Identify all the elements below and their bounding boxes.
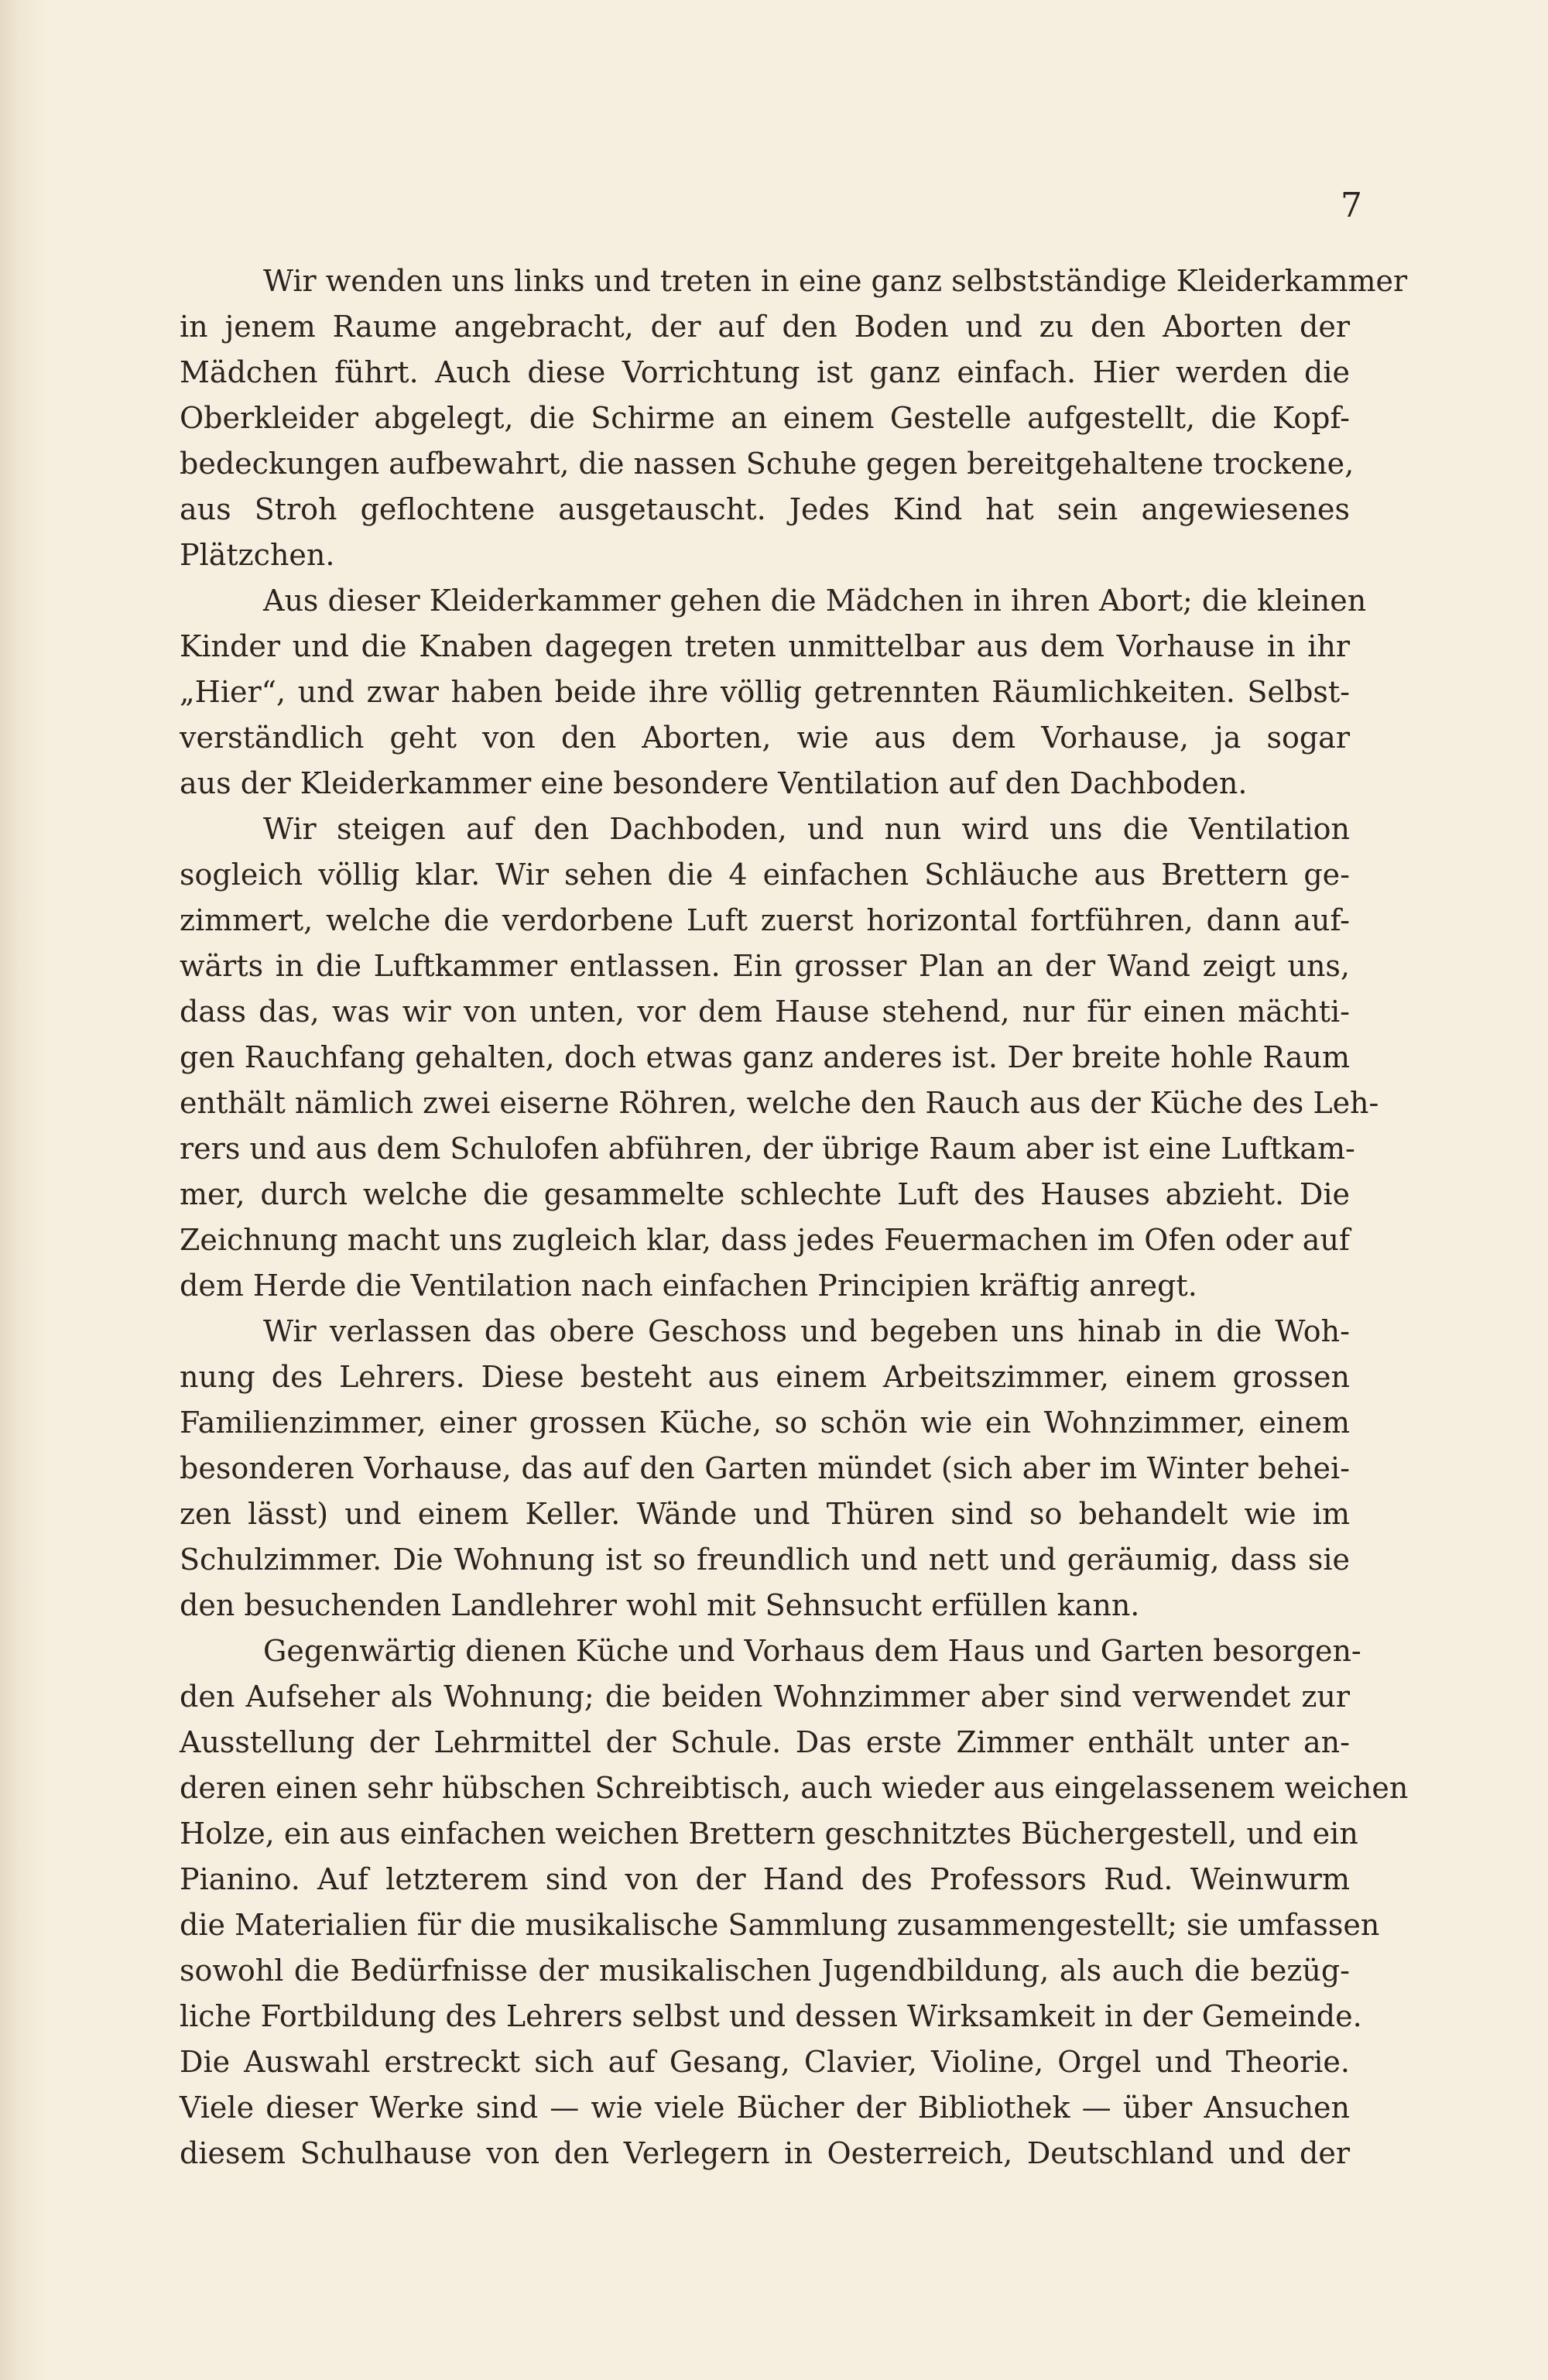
text-line: den besuchenden Landlehrer wohl mit Sehnsucht erfüllen kann. — [180, 1588, 1140, 1622]
page-number: 7 — [1341, 186, 1362, 225]
text-line: Wir wenden uns links und treten in eine ganz selbstständige Kleiderkammer — [263, 264, 1408, 298]
text-line: Mädchen führt. Auch diese Vorrichtung ist ganz einfach. Hier werden die — [180, 355, 1350, 389]
text-line: Oberkleider abgelegt, die Schirme an einem Gestelle aufgestellt, die Kopf- — [180, 401, 1350, 435]
text-line: Familienzimmer, einer grossen Küche, so schön wie ein Wohnzimmer, einem — [180, 1406, 1350, 1440]
text-line: den Aufseher als Wohnung; die beiden Wohnzimmer aber sind verwendet zur — [180, 1680, 1350, 1714]
text-line: sowohl die Bedürfnisse der musikalischen Jugendbildung, als auch die bezüg- — [180, 1954, 1350, 1988]
text-line: nung des Lehrers. Diese besteht aus einem Arbeitszimmer, einem grossen — [180, 1360, 1350, 1394]
text-line: gen Rauchfang gehalten, doch etwas ganz anderes ist. Der breite hohle Raum — [180, 1040, 1350, 1074]
text-line: wärts in die Luftkammer entlassen. Ein grosser Plan an der Wand zeigt uns, — [180, 949, 1350, 983]
text-line: Zeichnung macht uns zugleich klar, dass jedes Feuermachen im Ofen oder auf — [180, 1223, 1350, 1257]
text-line: zimmert, welche die verdorbene Luft zuerst horizontal fortführen, dann auf- — [180, 903, 1350, 937]
text-line: Ausstellung der Lehrmittel der Schule. Das erste Zimmer enthält unter an- — [180, 1725, 1350, 1759]
text-line: dem Herde die Ventilation nach einfachen Principien kräftig anregt. — [180, 1269, 1197, 1303]
text-line: zen lässt) und einem Keller. Wände und Thüren sind so behandelt wie im — [180, 1497, 1350, 1531]
text-line: Pianino. Auf letzterem sind von der Hand des Professors Rud. Weinwurm — [180, 1862, 1350, 1896]
text-line: aus der Kleiderkammer eine besondere Ventilation auf den Dachboden. — [180, 766, 1248, 800]
text-line: liche Fortbildung des Lehrers selbst und dessen Wirksamkeit in der Gemeinde. — [180, 1999, 1362, 2033]
text-line: Holze, ein aus einfachen weichen Brettern geschnitztes Büchergestell, und ein — [180, 1817, 1358, 1851]
text-line: rers und aus dem Schulofen abführen, der übrige Raum aber ist eine Luftkam- — [180, 1132, 1355, 1166]
text-line: dass das, was wir von unten, vor dem Hause stehend, nur für einen mächti- — [180, 995, 1350, 1029]
text-line: bedeckungen aufbewahrt, die nassen Schuhe gegen bereitgehaltene trockene, — [180, 447, 1354, 481]
paragraph-5 — [180, 1628, 1409, 2176]
text-line: verständlich geht von den Aborten, wie aus dem Vorhause, ja sogar — [180, 721, 1350, 755]
paragraph-2 — [180, 578, 1367, 806]
text-line: die Materialien für die musikalische Sammlung zusammengestellt; sie umfassen — [180, 1908, 1380, 1942]
text-line: Plätzchen. — [180, 538, 335, 572]
text-line: Gegenwärtig dienen Küche und Vorhaus dem Haus und Garten besorgen- — [263, 1634, 1361, 1668]
page-gutter-shadow — [0, 0, 46, 2380]
text-line: Wir steigen auf den Dachboden, und nun wird uns die Ventilation — [263, 812, 1350, 846]
text-line: enthält nämlich zwei eiserne Röhren, welche den Rauch aus der Küche des Leh- — [180, 1086, 1379, 1120]
text-line: mer, durch welche die gesammelte schlechte Luft des Hauses abzieht. Die — [180, 1177, 1350, 1211]
text-line: aus Stroh geflochtene ausgetauscht. Jedes Kind hat sein angewiesenes — [180, 492, 1350, 526]
body-text — [180, 259, 1409, 2176]
text-line: „Hier“, und zwar haben beide ihre völlig getrennten Räumlichkeiten. Selbst- — [180, 675, 1350, 709]
text-line: besonderen Vorhause, das auf den Garten mündet (sich aber im Winter behei- — [180, 1451, 1350, 1485]
text-line: Viele dieser Werke sind — wie viele Bücher der Bibliothek — über Ansuchen — [180, 2091, 1350, 2125]
paragraph-4 — [180, 1309, 1350, 1628]
text-line: Wir verlassen das obere Geschoss und begeben uns hinab in die Woh- — [263, 1314, 1350, 1348]
text-line: Kinder und die Knaben dagegen treten unmittelbar aus dem Vorhause in ihr — [180, 629, 1350, 663]
text-line: diesem Schulhause von den Verlegern in Oesterreich, Deutschland und der — [180, 2136, 1350, 2170]
text-line: Aus dieser Kleiderkammer gehen die Mädchen in ihren Abort; die kleinen — [263, 584, 1367, 618]
text-line: Schulzimmer. Die Wohnung ist so freundlich und nett und geräumig, dass sie — [180, 1543, 1350, 1577]
text-line: deren einen sehr hübschen Schreibtisch, auch wieder aus eingelassenem weichen — [180, 1771, 1409, 1805]
text-line: in jenem Raume angebracht, der auf den Boden und zu den Aborten der — [180, 310, 1350, 344]
text-line: Die Auswahl erstreckt sich auf Gesang, Clavier, Violine, Orgel und Theorie. — [180, 2045, 1350, 2079]
text-line: sogleich völlig klar. Wir sehen die 4 einfachen Schläuche aus Brettern ge- — [180, 858, 1350, 892]
paragraph-3 — [180, 806, 1379, 1309]
paragraph-1 — [180, 259, 1408, 578]
